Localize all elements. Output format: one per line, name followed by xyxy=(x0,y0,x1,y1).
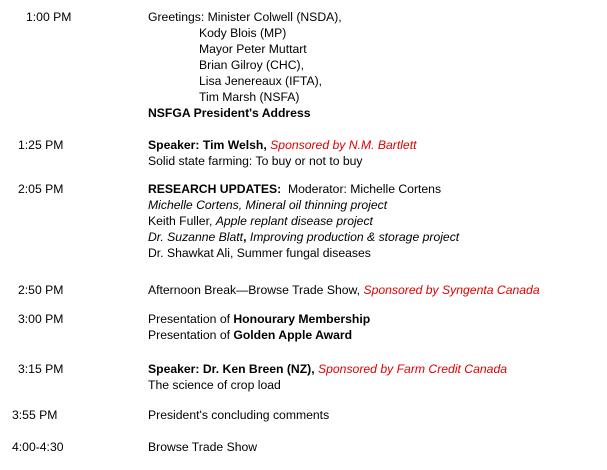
research-heading: RESEARCH UPDATES: xyxy=(148,182,282,196)
greeting-name: Tim Marsh (NSFA) xyxy=(199,90,300,104)
speaker-line xyxy=(148,137,416,153)
researcher-name: Keith Fuller, xyxy=(148,214,216,228)
presentation-line xyxy=(148,311,370,327)
time-slot: 4:00-4:30 xyxy=(12,440,64,454)
greeting-name: Kody Blois (MP) xyxy=(199,26,287,40)
time-slot: 2:05 PM xyxy=(18,182,64,196)
researcher-name: Dr. Suzanne Blatt xyxy=(148,230,244,244)
speaker-name: Speaker: Dr. Ken Breen (NZ), xyxy=(148,362,315,376)
presentation-prefix: Presentation of xyxy=(148,328,234,342)
break-line xyxy=(148,282,540,298)
time-slot: 3:00 PM xyxy=(18,312,64,326)
trade-show: Browse Trade Show xyxy=(148,440,258,454)
presentation-title: Golden Apple Award xyxy=(233,328,353,342)
time-slot: 1:00 PM xyxy=(26,10,72,24)
greeting-name: Mayor Peter Muttart xyxy=(199,42,307,56)
president-address: NSFGA President's Address xyxy=(148,106,311,120)
sponsor-text: Sponsored by Syngenta Canada xyxy=(363,283,540,297)
speaker-name: Speaker: Tim Welsh, xyxy=(148,138,267,152)
time-slot: 1:25 PM xyxy=(18,138,64,152)
research-item: Dr. Shawkat Ali, Summer fungal diseases xyxy=(148,246,371,260)
research-topic: Improving production & storage project xyxy=(249,230,460,244)
sponsor-text: Sponsored by N.M. Bartlett xyxy=(270,138,417,152)
sponsor-text: Sponsored by Farm Credit Canada xyxy=(318,362,508,376)
break-text: Afternoon Break—Browse Trade Show, xyxy=(148,283,361,297)
research-item xyxy=(148,229,459,245)
research-item xyxy=(148,213,373,229)
research-heading-line xyxy=(148,181,441,197)
moderator-text: Moderator: Michelle Cortens xyxy=(287,182,442,196)
presentation-title: Honourary Membership xyxy=(233,312,371,326)
comma: , xyxy=(243,230,247,244)
talk-topic: The science of crop load xyxy=(148,378,281,392)
research-item: Michelle Cortens, Mineral oil thinning project xyxy=(148,198,388,212)
research-topic: Apple replant disease project xyxy=(215,214,373,228)
greeting-name: Lisa Jenereaux (IFTA), xyxy=(199,74,323,88)
closing-comments: President's concluding comments xyxy=(148,408,330,422)
presentation-line xyxy=(148,327,352,343)
time-slot: 3:55 PM xyxy=(12,408,58,422)
time-slot: 3:15 PM xyxy=(18,362,64,376)
time-slot: 2:50 PM xyxy=(18,283,64,297)
greeting-name: Brian Gilroy (CHC), xyxy=(199,58,304,72)
speaker-line xyxy=(148,361,507,377)
talk-topic: Solid state farming: To buy or not to buy xyxy=(148,154,363,168)
presentation-prefix: Presentation of xyxy=(148,312,234,326)
greetings-line: Greetings: Minister Colwell (NSDA), xyxy=(148,10,342,24)
